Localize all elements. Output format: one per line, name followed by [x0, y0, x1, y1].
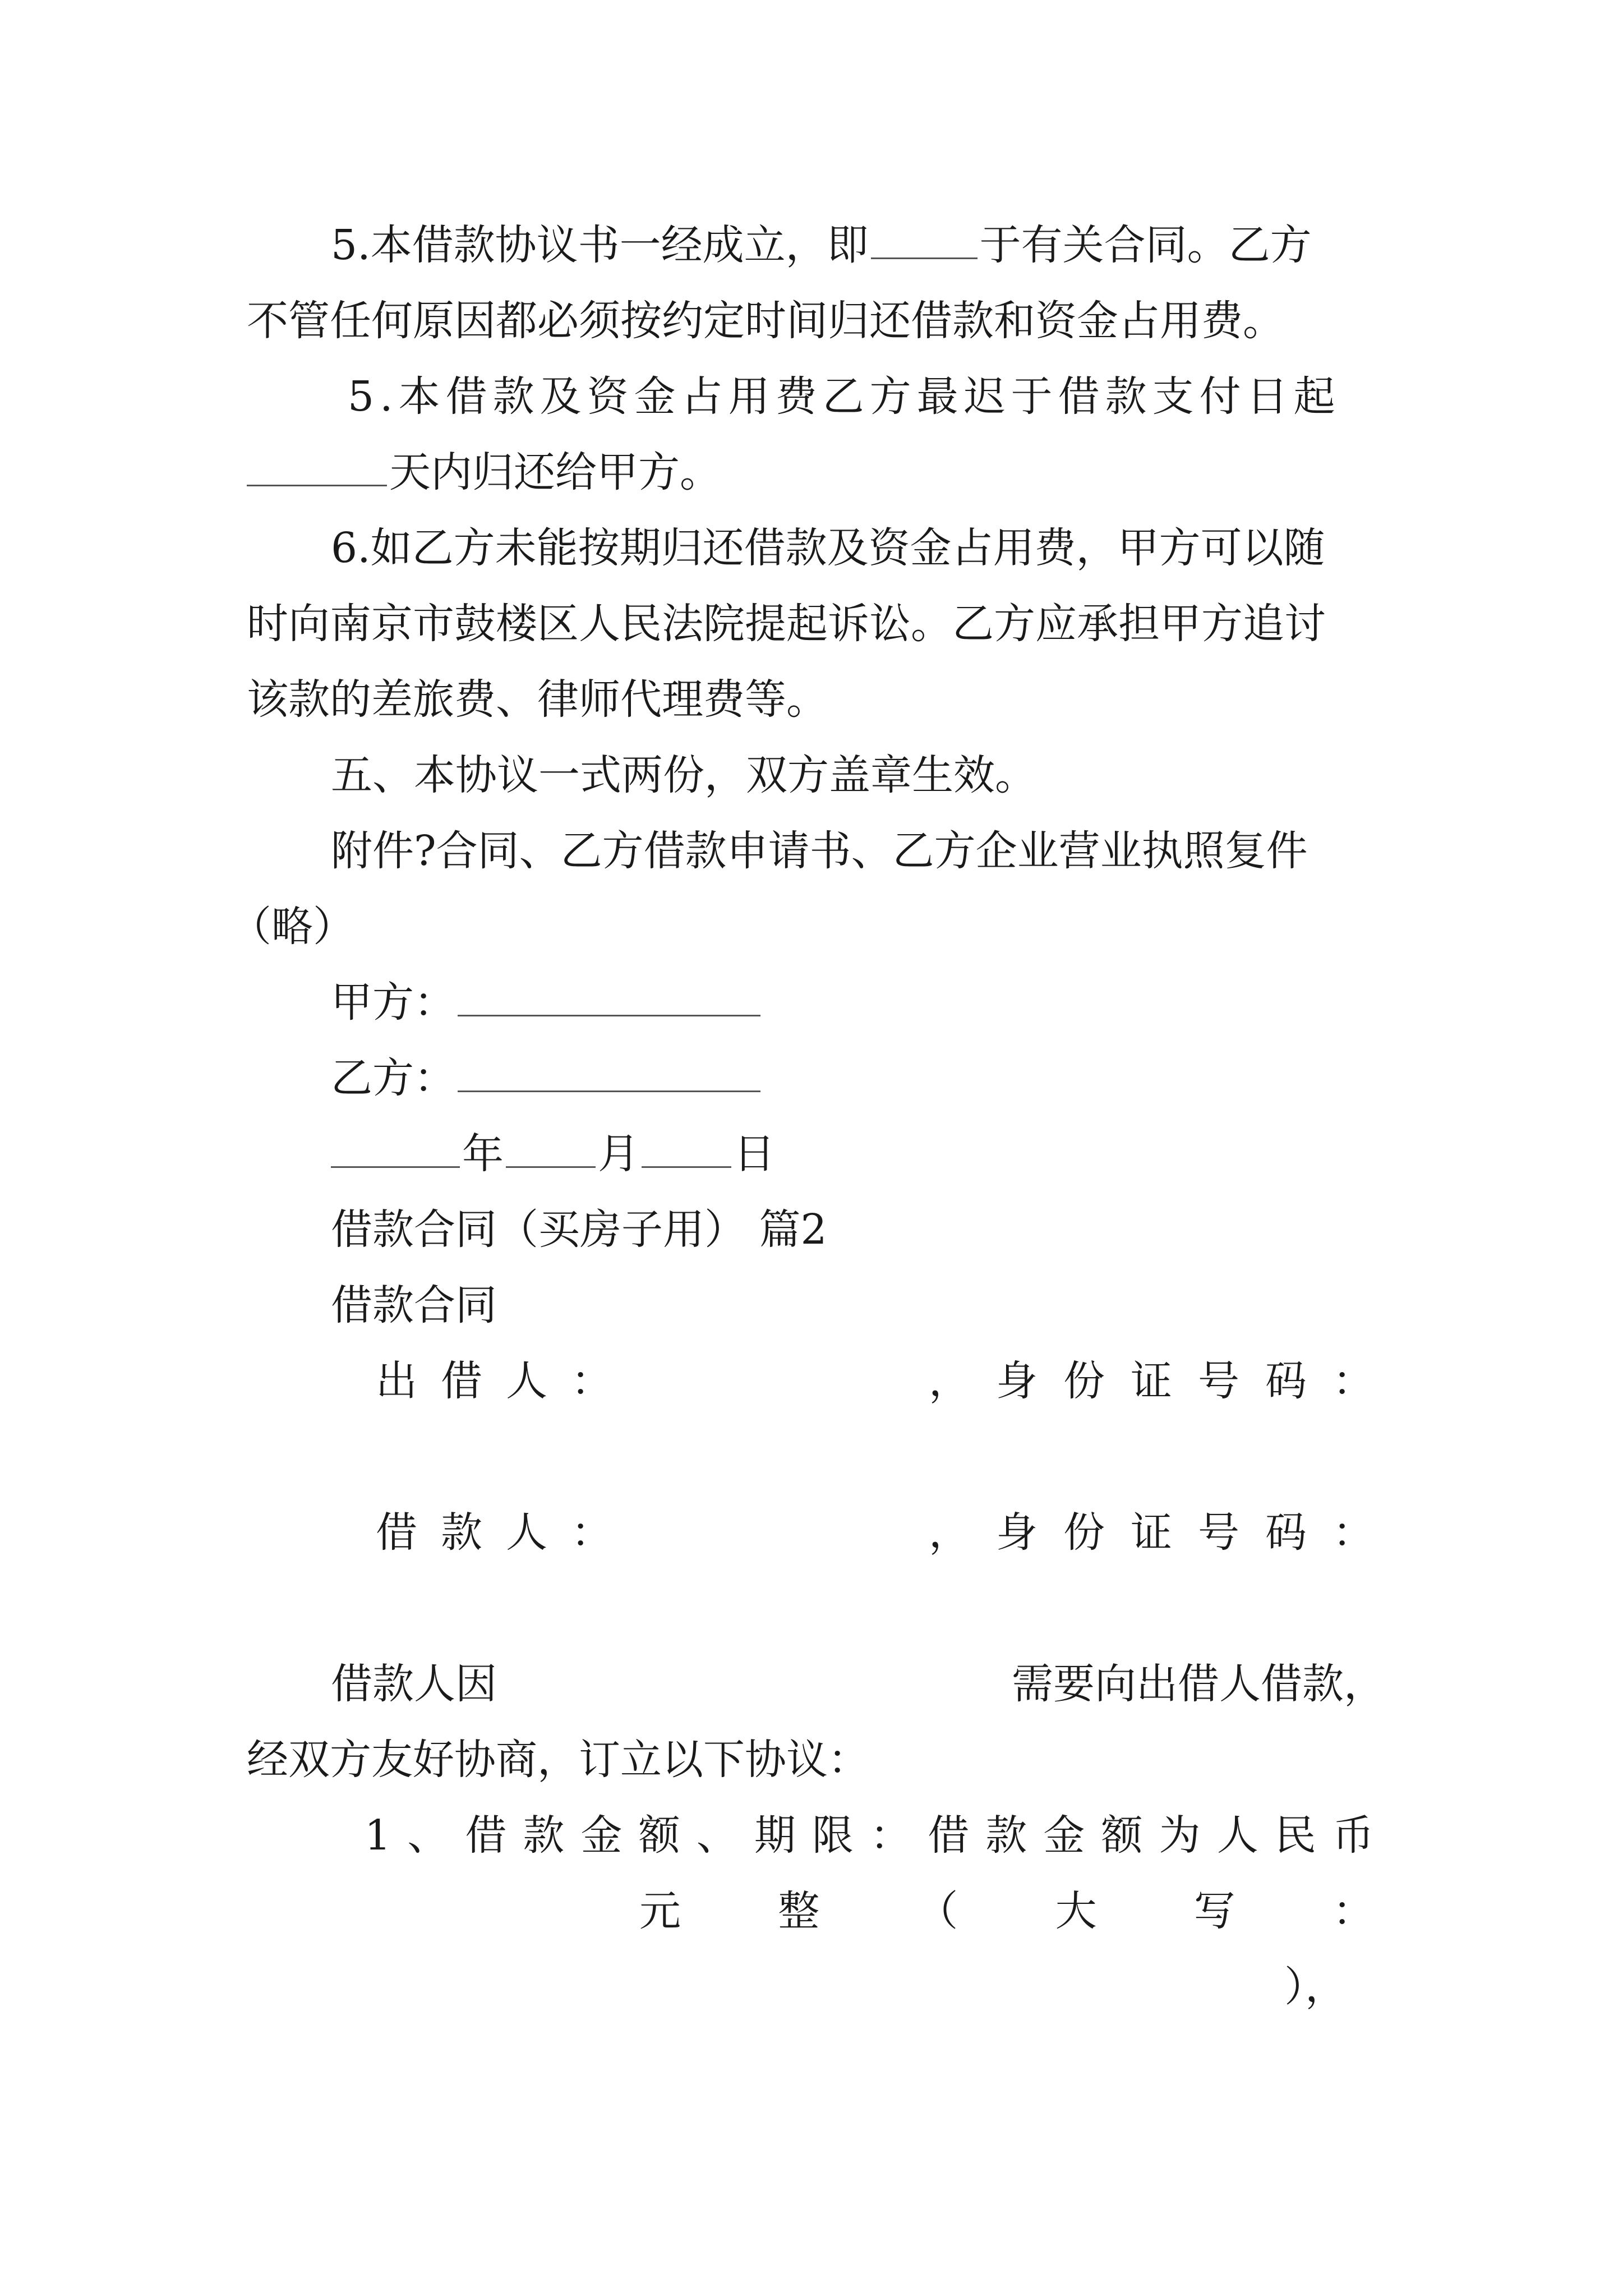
term-char: 金: [1043, 1811, 1085, 1860]
borrower-char: 人: [506, 1508, 547, 1557]
term-line3: ），: [1284, 1963, 1347, 2011]
id-char: 证: [1131, 1357, 1172, 1405]
term-char: 额: [638, 1811, 680, 1860]
id-char: 份: [1063, 1357, 1105, 1405]
lender-id-group: [929, 1356, 1374, 1406]
party-a-line: [331, 977, 1385, 1028]
id-char: 号: [1198, 1508, 1239, 1557]
id-char: 份: [1063, 1508, 1105, 1557]
lender-char: 出: [376, 1357, 417, 1405]
term-char: 款: [985, 1811, 1027, 1860]
clause-6-line3: 该款的差旅费、律师代理费等。: [247, 675, 828, 724]
reason-start: 借款人因: [331, 1660, 497, 1708]
term-row: [365, 1810, 1374, 1861]
lender-label-group: [376, 1356, 612, 1406]
amount-char: ：: [1332, 1887, 1374, 1935]
term-char: 人: [1216, 1811, 1258, 1860]
term-line2: [639, 1886, 1374, 1936]
clause-5a-text-start: 5.本借款协议书一经成立，即: [331, 221, 869, 269]
amount-char: 整: [778, 1887, 820, 1935]
amount-char: 元: [639, 1887, 681, 1935]
clause-6-line2: 时向南京市鼓楼区人民法院提起诉讼。乙方应承担甲方追讨: [247, 600, 1326, 648]
attachment-line1: 附件?合同、乙方借款申请书、乙方企业营业执照复件: [331, 827, 1308, 875]
lender-line: [376, 1356, 1374, 1406]
amount-char: （: [916, 1887, 958, 1935]
party-b-label: 乙方：: [331, 1054, 455, 1102]
party-a-label: 甲方：: [331, 978, 455, 1027]
lender-char: ：: [571, 1357, 612, 1405]
clause-5a-text-end: 于有关合同。乙方: [979, 221, 1312, 269]
id-char: 身: [996, 1508, 1038, 1557]
term-char: 、: [696, 1811, 738, 1860]
borrower-char: 借: [376, 1508, 417, 1557]
clause-5a-line1: [331, 220, 1385, 270]
term-char: 借: [465, 1811, 507, 1860]
term-char: ：: [870, 1811, 912, 1860]
clause-5b-line1: 5.本借款及资金占用费乙方最迟于借款支付日起: [348, 372, 1341, 421]
clause-6-line1: 6.如乙方未能按期归还借款及资金占用费，甲方可以随: [331, 524, 1325, 572]
attachment-line2: （略）: [230, 903, 354, 951]
clause-5b-line2: [247, 447, 1385, 498]
blank-field: [871, 223, 978, 259]
lender-row: [376, 1356, 1374, 1406]
id-char: 号: [1198, 1357, 1239, 1405]
comma: ，: [929, 1357, 970, 1405]
contract-title: 借款合同: [331, 1281, 497, 1329]
amount-char: 写: [1193, 1887, 1235, 1935]
term-char: 款: [523, 1811, 565, 1860]
term-char: 借: [928, 1811, 970, 1860]
reason-end: 需要向出借人借款，: [1012, 1660, 1385, 1708]
id-char: 身: [996, 1357, 1038, 1405]
month-label: 月: [598, 1130, 639, 1178]
days-blank: [247, 450, 387, 486]
reason-line2: 经双方友好协商，订立以下协议：: [247, 1736, 869, 1784]
id-char: ：: [1332, 1508, 1374, 1557]
borrower-label-group: [376, 1507, 612, 1558]
reason-row: [331, 1659, 1385, 1709]
clause-5a-line2: 不管任何原因都必须按约定时间归还借款和资金占用费。: [247, 297, 1284, 345]
year-blank: [331, 1131, 460, 1168]
day-blank: [642, 1131, 731, 1168]
comma: ，: [929, 1508, 970, 1557]
term-char: 为: [1159, 1811, 1201, 1860]
month-blank: [506, 1131, 596, 1168]
amount-row: [639, 1886, 1374, 1936]
section-title: 借款合同（买房子用） 篇2: [331, 1205, 827, 1254]
date-line: [331, 1129, 1385, 1179]
party-b-line: [331, 1053, 1385, 1103]
year-label: 年: [462, 1130, 504, 1178]
term-char: 民: [1274, 1811, 1316, 1860]
id-char: ：: [1332, 1357, 1374, 1405]
id-char: 码: [1265, 1508, 1307, 1557]
borrower-char: ：: [571, 1508, 612, 1557]
id-char: 证: [1131, 1508, 1172, 1557]
borrower-id-group: [929, 1507, 1374, 1558]
day-label: 日: [734, 1130, 775, 1178]
borrower-row: [376, 1507, 1374, 1558]
borrower-char: 款: [441, 1508, 482, 1557]
clause-five: 五、本协议一式两份，双方盖章生效。: [331, 751, 1036, 799]
term-char: 期: [754, 1811, 796, 1860]
term-char: 币: [1332, 1811, 1374, 1860]
term-char: 额: [1101, 1811, 1143, 1860]
term-char: 、: [407, 1811, 449, 1860]
amount-char: 大: [1055, 1887, 1097, 1935]
term-char: 1: [365, 1811, 391, 1860]
term-char: 金: [580, 1811, 623, 1860]
reason-line1: [331, 1659, 1385, 1709]
party-b-blank: [458, 1056, 760, 1092]
id-char: 码: [1265, 1357, 1307, 1405]
term-line1: [365, 1810, 1374, 1861]
party-a-blank: [458, 980, 760, 1016]
clause-5b-text-end: 天内归还给甲方。: [389, 448, 721, 496]
lender-char: 借: [441, 1357, 482, 1405]
term-char: 限: [811, 1811, 854, 1860]
borrower-line: [376, 1507, 1374, 1558]
lender-char: 人: [506, 1357, 547, 1405]
